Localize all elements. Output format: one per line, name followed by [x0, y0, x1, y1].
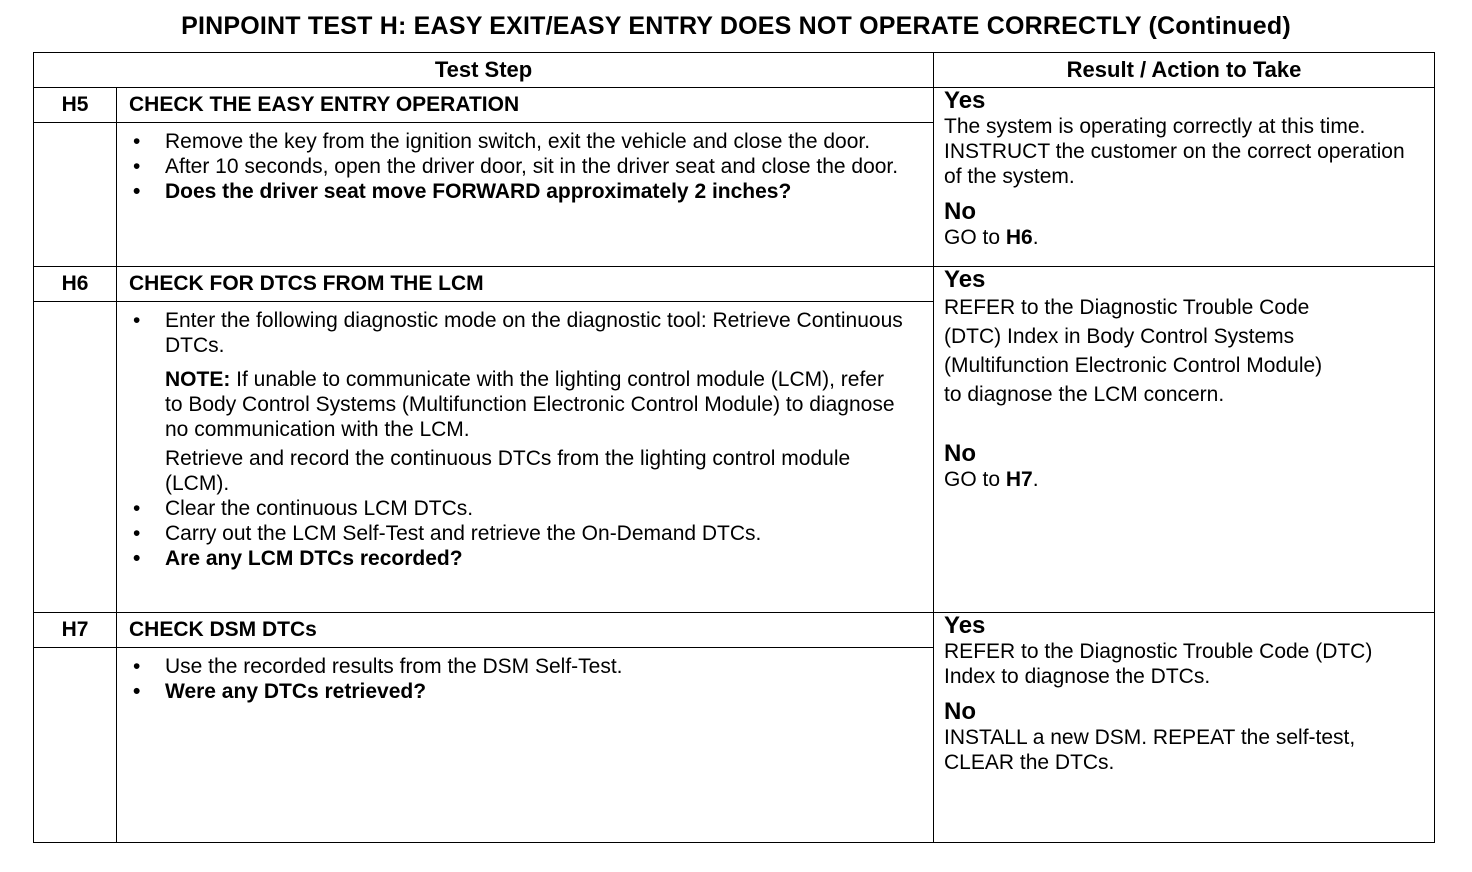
- list-item-question: • Are any LCM DTCs recorded?: [127, 546, 903, 571]
- list-item: • Clear the continuous LCM DTCs.: [127, 496, 903, 521]
- goto-link-h7: H7: [1005, 468, 1033, 492]
- test-step-header: Test Step: [34, 53, 934, 88]
- step-title-h6: CHECK FOR DTCS FROM THE LCM: [117, 267, 934, 302]
- step-row-h7: [34, 613, 1435, 648]
- note-label: NOTE:: [165, 368, 231, 392]
- list-item: • Carry out the LCM Self-Test and retrieve the On-Demand DTCs.: [127, 521, 903, 546]
- list-item: • Enter the following diagnostic mode on the diagnostic tool: Retrieve Continuous DTCs.: [127, 308, 903, 358]
- result-h7: [934, 613, 1435, 843]
- pinpoint-test-table: [33, 52, 1435, 843]
- result-h6: [934, 267, 1435, 613]
- result-yes-label: Yes: [944, 266, 986, 294]
- step-id-spacer: [34, 302, 117, 613]
- step-title-h7: CHECK DSM DTCs: [117, 613, 934, 648]
- result-yes-text: The system is operating correctly at this time. INSTRUCT the customer on the correct operation of the system.: [944, 115, 1405, 188]
- result-no-text: INSTALL a new DSM. REPEAT the self-test, CLEAR the DTCs.: [944, 726, 1356, 774]
- step-body-h7: [117, 648, 934, 843]
- result-no-label: No: [944, 698, 977, 725]
- result-no-text: GO to H6.: [944, 226, 1039, 249]
- list-item: • After 10 seconds, open the driver door, sit in the driver seat and close the door.: [127, 154, 903, 179]
- result-yes-text: REFER to the Diagnostic Trouble Code (DTC) Index to diagnose the DTCs.: [944, 640, 1373, 688]
- list-item: • Use the recorded results from the DSM Self-Test.: [127, 654, 903, 679]
- step-row-h6: [34, 267, 1435, 302]
- result-no-label: No: [944, 198, 977, 225]
- list-item-question: • Were any DTCs retrieved?: [127, 679, 903, 704]
- result-yes-label: Yes: [944, 87, 986, 114]
- result-h5: [934, 88, 1435, 267]
- goto-link-h6: H6: [1005, 226, 1033, 249]
- result-header: Result / Action to Take: [934, 53, 1435, 88]
- step-row-h5: [34, 88, 1435, 123]
- step-id-h7: H7: [34, 613, 117, 648]
- result-no-text: GO to H7.: [944, 468, 1039, 492]
- result-no-label: No: [944, 440, 977, 468]
- step-body-h6: [117, 302, 934, 613]
- page-title: PINPOINT TEST H: EASY EXIT/EASY ENTRY DOES NOT OPERATE CORRECTLY (Continued): [181, 12, 1291, 40]
- step-id-spacer: [34, 123, 117, 267]
- step-title-h5: CHECK THE EASY ENTRY OPERATION: [117, 88, 934, 123]
- result-yes-text: REFER to the Diagnostic Trouble Code (DTC) Index in Body Control Systems (Multifunction Electronic Control Module) to diagnose the LCM concern.: [944, 296, 1323, 407]
- step-id-h6: H6: [34, 267, 117, 302]
- table-header-row: [34, 53, 1435, 88]
- step-id-spacer: [34, 648, 117, 843]
- list-item-question: • Does the driver seat move FORWARD approximately 2 inches?: [127, 179, 903, 204]
- list-item: • Remove the key from the ignition switch, exit the vehicle and close the door.: [127, 129, 903, 154]
- result-yes-label: Yes: [944, 612, 986, 639]
- instruction-paragraph: Retrieve and record the continuous DTCs from the lighting control module (LCM).: [165, 447, 851, 496]
- step-id-h5: H5: [34, 88, 117, 123]
- note-paragraph: NOTE: If unable to communicate with the lighting control module (LCM), refer to Body Control Systems (Multifunction Electronic Control Module) to diagnose no communication with the LCM.: [165, 368, 895, 442]
- step-body-h5: [117, 123, 934, 267]
